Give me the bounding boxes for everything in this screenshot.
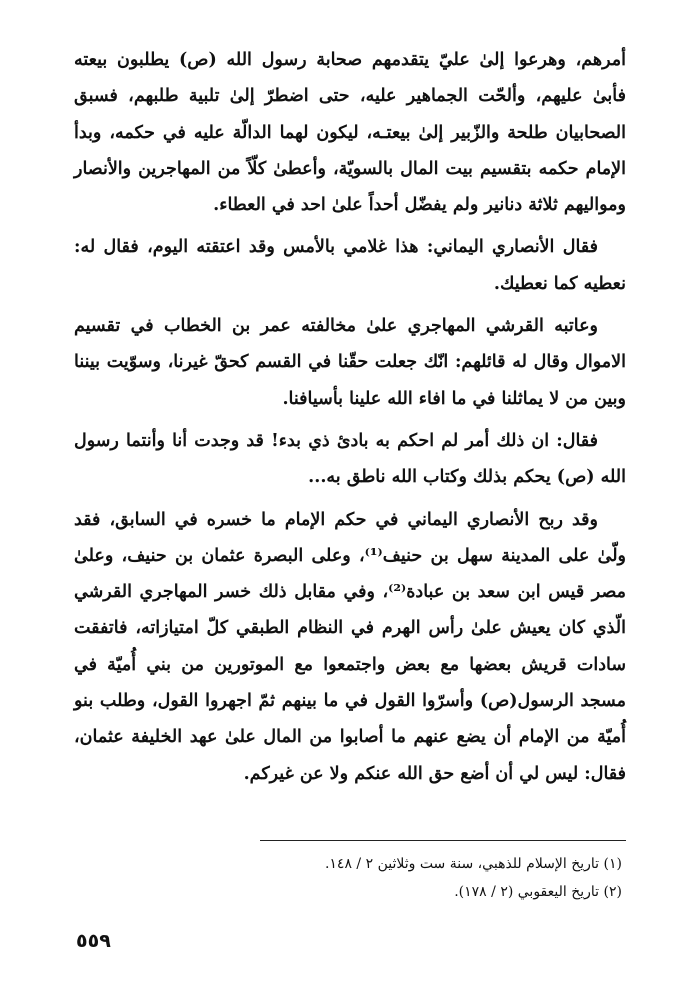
footnote-separator [260,840,626,841]
footnote-1: (١) تاريخ الإسلام للذهبي، سنة ست وثلاثين ٢ / ١٤٨. [324,856,622,872]
paragraph-5: وقد ربح الأنصاري اليماني في حكم الإمام ما خسره في السابق، فقد ولّىٰ على المدينة سهل بن حنيف⁽¹⁾، وعلى البصرة عثمان بن حنيف، وعلىٰ مصر قيس ابن سعد بن عبادة⁽²⁾، وفي مقابل ذلك خسر المهاجري القرشي الّذي كان يعيش علىٰ رأس الهرم في النظام الطبقي كلّ امتيازاته، فاتفقت سادات قريش بعضها مع بعض واجتمعوا مع الموتورين من بني أُميّة في مسجد الرسول(ص) وأسرّوا القول في ما بينهم ثمّ اجهروا القول، وطلب بنو أُميّة من الإمام أن يضع عنهم ما أصابوا من المال علىٰ عهد الخليفة عثمان، فقال: ليس لي أن أضع حق الله عنكم ولا عن غيركم. [74,509,627,784]
main-text [74,42,626,792]
paragraph-3: وعاتبه القرشي المهاجري علىٰ مخالفته عمر بن الخطاب في تقسيم الاموال وقال له قائلهم: انّك جعلت حقّنا في القسم كحقّ غيرنا، وسوّيت بيننا وبين من لا يماثلنا في ما افاء الله علينا بأسيافنا. [74,316,626,409]
paragraph-2: فقال الأنصاري اليماني: هذا غلامي بالأمس وقد اعتقته اليوم، فقال له: نعطيه كما نعطيك. [74,237,626,294]
page-number: ٥٥٩ [76,930,111,952]
footnote-2: (٢) تاريخ اليعقوبي (٢ / ١٧٨). [454,884,622,900]
paragraph-4: فقال: ان ذلك أمر لم احكم به بادئ ذي بدء! قد وجدت أنا وأنتما رسول الله (ص) يحكم بذلك وكتاب الله ناطق به... [74,430,626,488]
footnotes [74,850,622,906]
paragraph-1: أمرهم، وهرعوا إلىٰ عليّ يتقدمهم صحابة رسول الله (ص) يطلبون بيعته فأبىٰ عليهم، وألحّت الجماهير عليه، حتى اضطرّ إلىٰ تلبية طلبهم، فسبق الصحابيان طلحة والزّبير إلىٰ بيعتـه، ليكون لهما الدالّة عليه في حكمه، وبدأ الإمام حكمه بتقسيم بيت المال بالسويّة، وأعطىٰ كلّاً من المهاجرين والأنصار ومواليهم ثلاثة دنانير ولم يفضّل أحداً علىٰ احد في العطاء. [74,50,626,216]
